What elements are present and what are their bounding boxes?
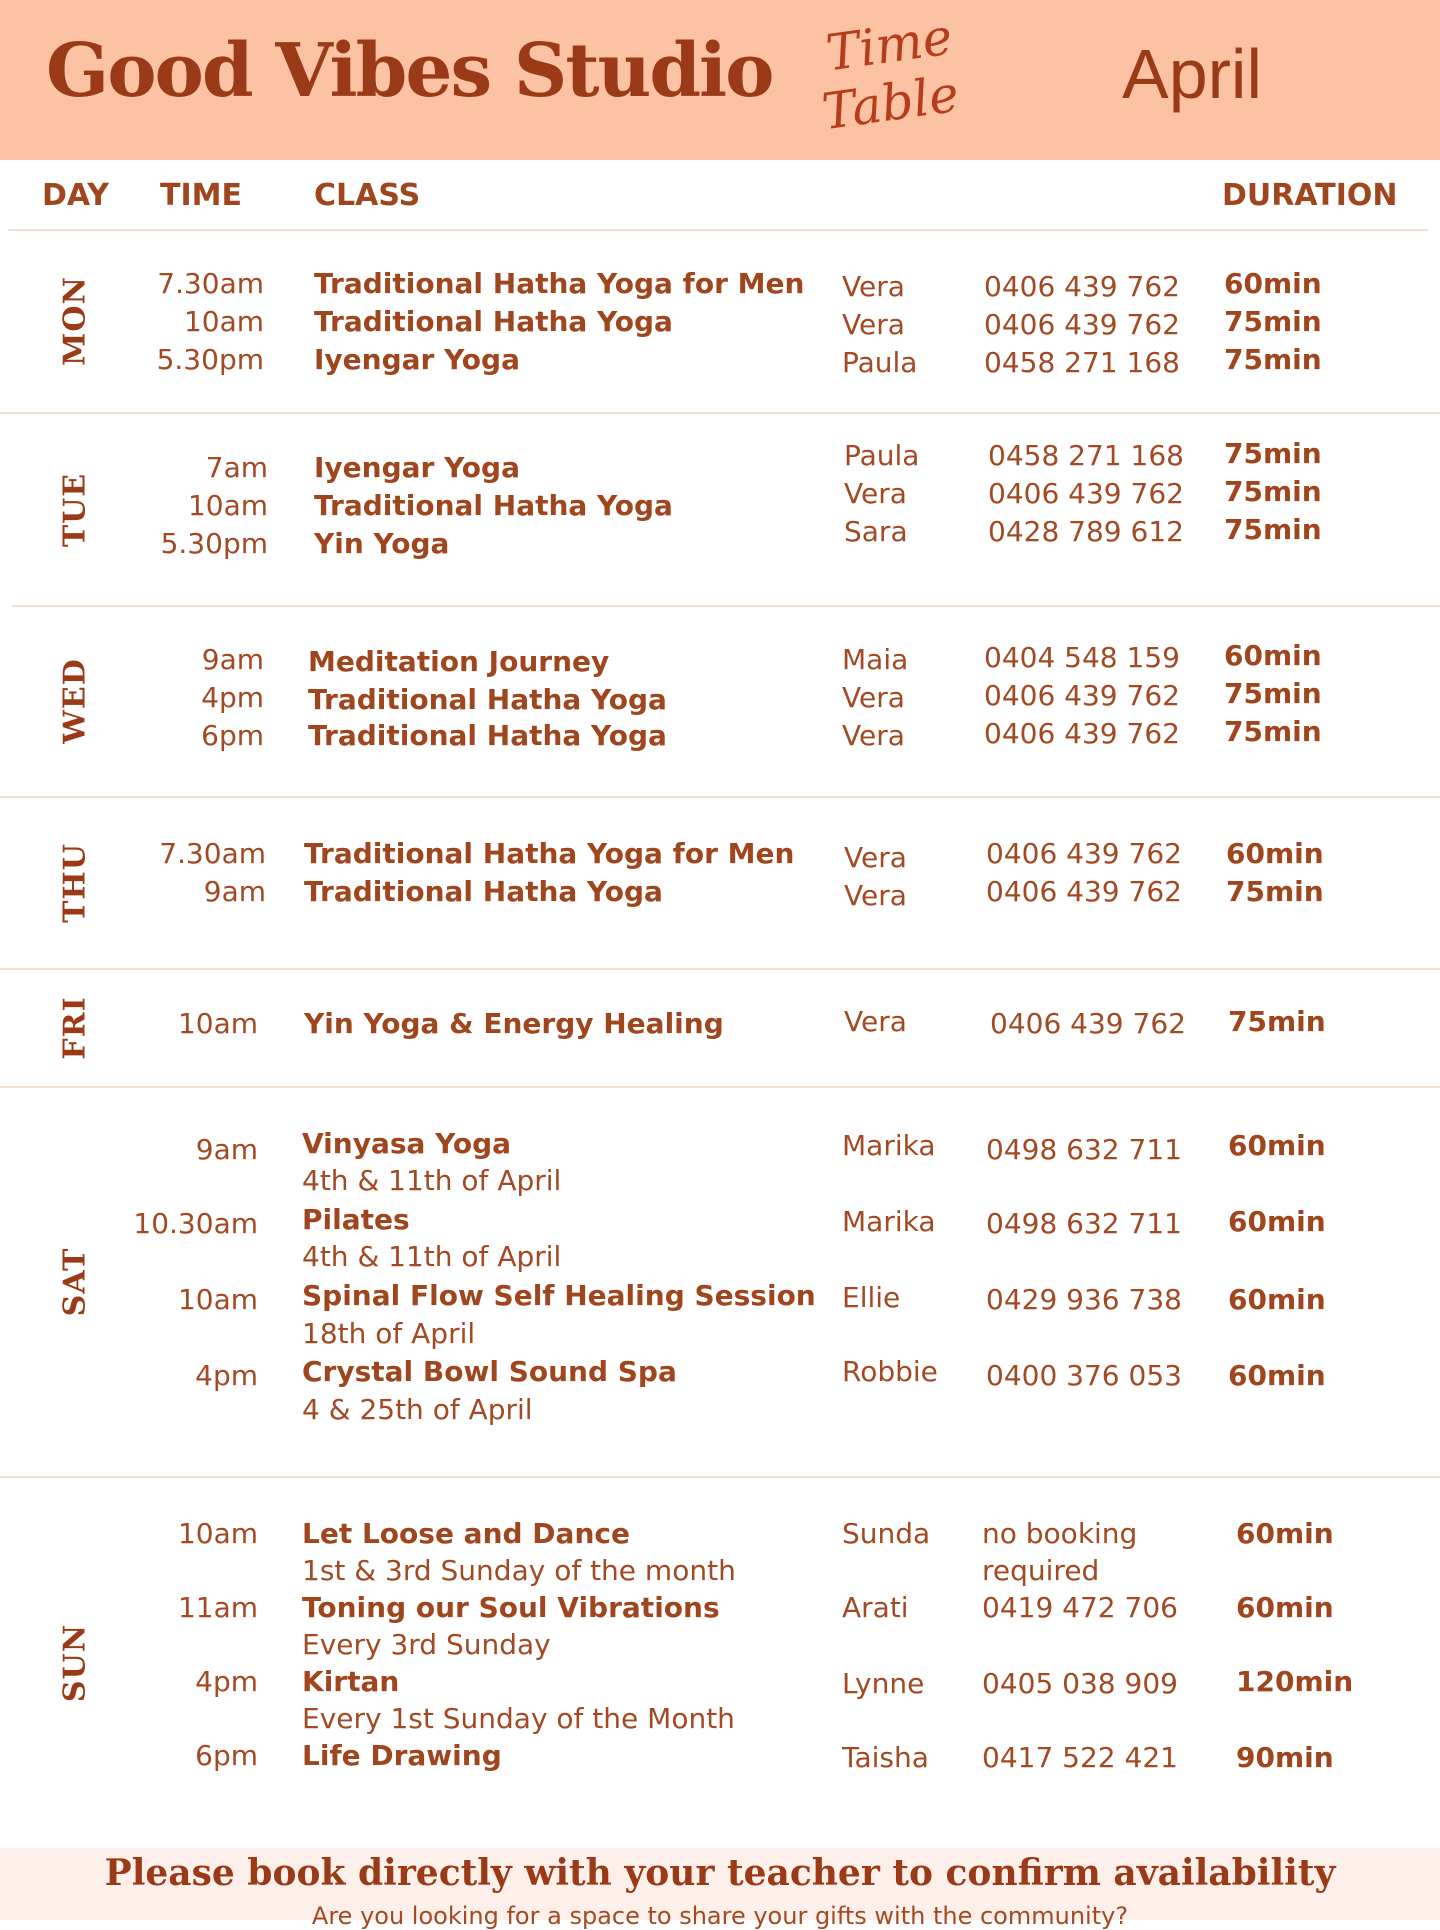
time-cell: 6pm <box>201 719 264 752</box>
class-name: Iyengar Yoga <box>314 451 520 484</box>
class-schedule-note: 4th & 11th of April <box>302 1164 562 1197</box>
day-label-sun: SUN <box>57 1623 93 1703</box>
class-schedule-note: 4th & 11th of April <box>302 1240 562 1273</box>
class-name: Yin Yoga <box>314 527 450 560</box>
teacher-name: Vera <box>844 1005 907 1038</box>
teacher-phone: 0406 439 762 <box>986 875 1182 908</box>
teacher-phone: 0458 271 168 <box>984 346 1180 379</box>
teacher-name: Vera <box>842 308 905 341</box>
studio-name: Good Vibes Studio <box>46 28 773 114</box>
class-schedule-note: Every 3rd Sunday <box>302 1628 551 1661</box>
day-label-tue: TUE <box>57 472 93 548</box>
class-duration: 75min <box>1228 1005 1326 1038</box>
class-name: Toning our Soul Vibrations <box>302 1591 720 1624</box>
timetable-script-line2: Table <box>818 64 963 142</box>
day-divider <box>0 968 1440 970</box>
teacher-name: Arati <box>842 1591 909 1624</box>
teacher-name: Ellie <box>842 1281 901 1314</box>
teacher-name: Sunda <box>842 1517 931 1550</box>
class-name: Iyengar Yoga <box>314 343 520 376</box>
header-divider <box>8 229 1428 231</box>
time-cell: 4pm <box>195 1359 258 1392</box>
class-schedule-note: Every 1st Sunday of the Month <box>302 1702 735 1735</box>
class-duration: 75min <box>1226 875 1324 908</box>
class-duration: 60min <box>1228 1359 1326 1392</box>
day-divider <box>0 1086 1440 1088</box>
teacher-phone: 0400 376 053 <box>986 1359 1182 1392</box>
class-duration: 60min <box>1228 1205 1326 1238</box>
time-cell: 10.30am <box>133 1207 258 1240</box>
teacher-name: Maia <box>842 643 909 676</box>
class-name: Traditional Hatha Yoga <box>308 683 667 716</box>
class-duration: 75min <box>1224 305 1322 338</box>
time-cell: 4pm <box>201 681 264 714</box>
class-name: Traditional Hatha Yoga for Men <box>314 267 805 300</box>
class-duration: 60min <box>1226 837 1324 870</box>
column-header-duration: DURATION <box>1222 178 1398 213</box>
class-duration: 75min <box>1224 677 1322 710</box>
booking-call-to-action: Please book directly with your teacher to confirm availability <box>104 1852 1336 1894</box>
teacher-phone: 0417 522 421 <box>982 1741 1178 1774</box>
teacher-name: Paula <box>842 346 918 379</box>
time-cell: 10am <box>187 489 268 522</box>
day-divider <box>0 1476 1440 1478</box>
time-cell: 6pm <box>195 1739 258 1772</box>
teacher-name: Vera <box>842 681 905 714</box>
class-name: Let Loose and Dance <box>302 1517 630 1550</box>
booking-note: no booking <box>982 1517 1138 1550</box>
teacher-phone: 0406 439 762 <box>984 717 1180 750</box>
teacher-name: Marika <box>842 1129 936 1162</box>
class-name: Yin Yoga & Energy Healing <box>304 1007 724 1040</box>
teacher-phone: 0406 439 762 <box>984 679 1180 712</box>
class-name: Pilates <box>302 1203 410 1236</box>
day-label-mon: MON <box>57 276 93 366</box>
teacher-phone: 0406 439 762 <box>990 1007 1186 1040</box>
class-duration: 90min <box>1236 1741 1334 1774</box>
class-name: Spinal Flow Self Healing Session <box>302 1279 816 1312</box>
teacher-name: Vera <box>844 879 907 912</box>
class-duration: 60min <box>1228 1129 1326 1162</box>
day-divider <box>0 796 1440 798</box>
teacher-name: Vera <box>842 719 905 752</box>
teacher-name: Robbie <box>842 1355 938 1388</box>
class-duration: 60min <box>1236 1591 1334 1624</box>
class-name: Vinyasa Yoga <box>302 1127 512 1160</box>
time-cell: 9am <box>203 875 266 908</box>
class-duration: 60min <box>1228 1283 1326 1316</box>
class-duration: 75min <box>1224 475 1322 508</box>
teacher-phone: 0458 271 168 <box>988 439 1184 472</box>
class-name: Life Drawing <box>302 1739 502 1772</box>
time-cell: 11am <box>177 1591 258 1624</box>
time-cell: 4pm <box>195 1665 258 1698</box>
class-name: Traditional Hatha Yoga <box>308 719 667 752</box>
teacher-phone: 0406 439 762 <box>986 837 1182 870</box>
time-cell: 9am <box>201 643 264 676</box>
teacher-name: Paula <box>844 439 920 472</box>
class-schedule-note: 4 & 25th of April <box>302 1393 533 1426</box>
time-cell: 5.30pm <box>156 343 264 376</box>
header-band <box>0 0 1440 160</box>
class-duration: 60min <box>1224 639 1322 672</box>
teacher-name: Taisha <box>842 1741 929 1774</box>
class-schedule-note: 18th of April <box>302 1317 476 1350</box>
class-duration: 60min <box>1236 1517 1334 1550</box>
teacher-phone: 0405 038 909 <box>982 1667 1178 1700</box>
teacher-name: Vera <box>844 841 907 874</box>
teacher-name: Sara <box>844 515 908 548</box>
teacher-name: Lynne <box>842 1667 925 1700</box>
time-cell: 10am <box>183 305 264 338</box>
teacher-phone: 0429 936 738 <box>986 1283 1182 1316</box>
class-duration: 75min <box>1224 715 1322 748</box>
teacher-name: Vera <box>842 270 905 303</box>
day-label-wed: WED <box>57 658 93 744</box>
class-name: Kirtan <box>302 1665 400 1698</box>
day-label-thu: THU <box>57 843 93 923</box>
teacher-name: Marika <box>842 1205 936 1238</box>
teacher-phone: 0404 548 159 <box>984 641 1180 674</box>
community-question: Are you looking for a space to share your gifts with the community? <box>311 1902 1129 1930</box>
day-divider <box>12 605 1440 607</box>
time-cell: 10am <box>177 1283 258 1316</box>
class-schedule-note: 1st & 3rd Sunday of the month <box>302 1554 736 1587</box>
class-duration: 75min <box>1224 513 1322 546</box>
column-header-day: DAY <box>42 178 109 213</box>
time-cell: 7.30am <box>157 267 264 300</box>
teacher-phone: 0498 632 711 <box>986 1133 1182 1166</box>
column-header-time: TIME <box>160 178 242 213</box>
class-name: Traditional Hatha Yoga <box>314 489 673 522</box>
class-duration: 75min <box>1224 343 1322 376</box>
class-name: Crystal Bowl Sound Spa <box>302 1355 677 1388</box>
time-cell: 7am <box>205 451 268 484</box>
teacher-phone: 0498 632 711 <box>986 1207 1182 1240</box>
class-name: Meditation Journey <box>308 645 610 678</box>
teacher-phone: 0406 439 762 <box>988 477 1184 510</box>
teacher-phone: 0428 789 612 <box>988 515 1184 548</box>
teacher-name: Vera <box>844 477 907 510</box>
day-label-fri: FRI <box>57 996 93 1060</box>
time-cell: 10am <box>177 1517 258 1550</box>
class-duration: 120min <box>1236 1665 1354 1698</box>
class-name: Traditional Hatha Yoga for Men <box>304 837 795 870</box>
booking-note-line2: required <box>982 1554 1100 1587</box>
time-cell: 7.30am <box>159 837 266 870</box>
time-cell: 10am <box>177 1007 258 1040</box>
teacher-phone: 0406 439 762 <box>984 308 1180 341</box>
column-header-class: CLASS <box>314 178 421 213</box>
class-name: Traditional Hatha Yoga <box>314 305 673 338</box>
day-divider <box>0 412 1440 414</box>
day-label-sat: SAT <box>57 1247 93 1317</box>
time-cell: 9am <box>195 1133 258 1166</box>
teacher-phone: 0419 472 706 <box>982 1591 1178 1624</box>
time-cell: 5.30pm <box>160 527 268 560</box>
class-duration: 75min <box>1224 437 1322 470</box>
timetable-script-line1: Time <box>822 7 956 83</box>
month-label: April <box>1122 35 1263 113</box>
class-duration: 60min <box>1224 267 1322 300</box>
class-name: Traditional Hatha Yoga <box>304 875 663 908</box>
teacher-phone: 0406 439 762 <box>984 270 1180 303</box>
